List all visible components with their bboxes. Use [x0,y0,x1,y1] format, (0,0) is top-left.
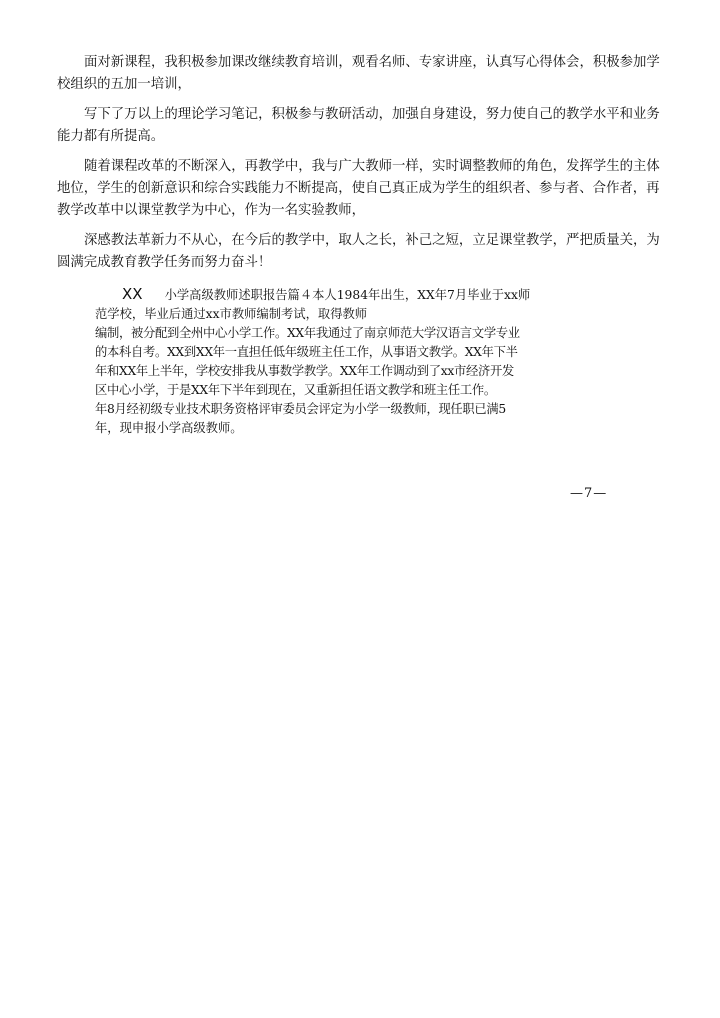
report-title-text: 小学高级教师述职报告篇４本人1984年出生，XX年7月毕业于xx师 [164,288,531,302]
name-placeholder: XX [122,285,143,303]
report-excerpt [95,285,585,438]
paragraph-line: 写下了万以上的理论学习笔记，积极参与教研活动，加强自身建设，努力使自己的教学水平和业务 [84,107,660,122]
report-excerpt-line: 年8月经初级专业技术职务资格评审委员会评定为小学一级教师，现任职已满5 [95,402,506,416]
paragraph-line: 能力都有所提高。 [57,129,165,144]
report-excerpt-line: 年和XX年上半年，学校安排我从事数学教学。XX年工作调动到了xx市经济开发 [95,364,514,378]
report-excerpt-line: 范学校，毕业后通过xx市教师编制考试，取得教师 [95,307,368,321]
paragraph-1 [57,52,663,96]
paragraph-line: 圆满完成教育教学任务而努力奋斗！ [57,255,272,270]
report-excerpt-heading-line [95,285,585,305]
paragraph-line: 随着课程改革的不断深入，再教学中，我与广大教师一样，实时调整教师的角色，发挥学生的主体 [84,159,660,174]
report-excerpt-line: 区中心小学，于是XX年下半年到现在，又重新担任语文教学和班主任工作。 [95,383,496,397]
paragraph-3 [57,156,663,222]
paragraph-line: 面对新课程，我积极参加课改继续教育培训，观看名师、专家讲座，认真写心得体会，积极参加学 [84,55,660,70]
paragraph-line: 教学改革中以课堂教学为中心，作为一名实验教师， [57,203,365,218]
report-excerpt-line: 编制，被分配到全州中心小学工作。XX年我通过了南京师范大学汉语言文学专业 [95,326,520,340]
report-excerpt-line: 的本科自考。XX到XX年一直担任低年级班主任工作，从事语文教学。XX年下半 [95,345,518,359]
report-excerpt-line: 年，现申报小学高级教师。 [95,421,243,435]
paragraph-4 [57,230,663,274]
paragraph-2 [57,104,663,148]
paragraph-line: 校组织的五加一培训， [57,77,191,92]
paragraph-line: 深感教法革新力不从心，在今后的教学中，取人之长，补己之短，立足课堂教学，严把质量关，为 [84,233,660,248]
paragraph-line: 地位，学生的创新意识和综合实践能力不断提高，使自己真正成为学生的组织者、参与者、合作者，再 [57,181,660,196]
page-number: —7— [570,486,608,501]
